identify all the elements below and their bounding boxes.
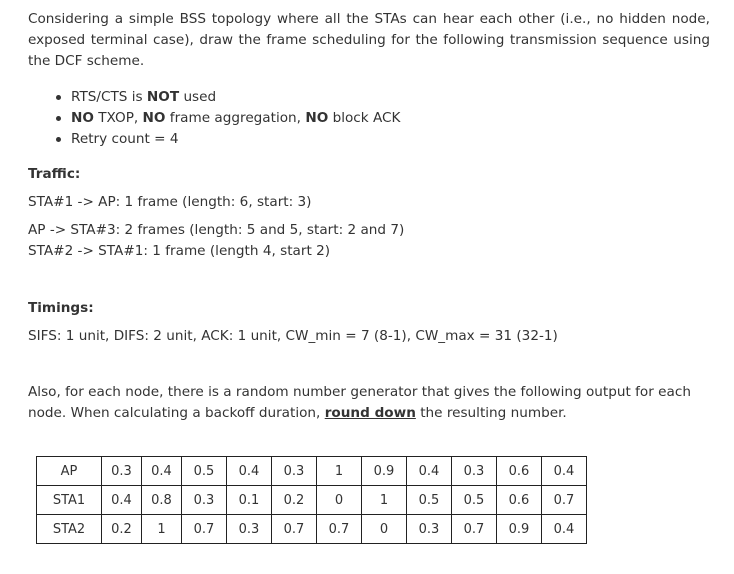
bullet-icon	[56, 137, 61, 142]
random-number-table	[36, 456, 587, 544]
table-cell: 0.9	[497, 515, 542, 544]
table-cell: 0.5	[452, 486, 497, 515]
table-cell: 0.7	[452, 515, 497, 544]
table-cell: 1	[362, 486, 407, 515]
table-cell: 0.4	[542, 457, 587, 486]
table-cell: 0.7	[317, 515, 362, 544]
table-cell: 0.3	[227, 515, 272, 544]
table-cell: 0.9	[362, 457, 407, 486]
bullet-icon	[56, 116, 61, 121]
table-cell: 0.4	[102, 486, 142, 515]
traffic-line-2: AP -> STA#3: 2 frames (length: 5 and 5, start: 2 and 7)	[28, 222, 405, 238]
table-cell: 0.7	[182, 515, 227, 544]
table-cell: 0.2	[102, 515, 142, 544]
row-label: STA1	[37, 486, 102, 515]
traffic-line-1: STA#1 -> AP: 1 frame (length: 6, start: 3)	[28, 194, 312, 210]
round-down-emphasis: round down	[324, 405, 416, 421]
table-cell: 0.8	[142, 486, 182, 515]
table-cell: 1	[317, 457, 362, 486]
table-cell: 0.4	[227, 457, 272, 486]
table-cell: 0.6	[497, 486, 542, 515]
table-cell: 0.5	[407, 486, 452, 515]
table-cell: 0.3	[407, 515, 452, 544]
traffic-line-3: STA#2 -> STA#1: 1 frame (length 4, start 2)	[28, 243, 331, 259]
table-row	[37, 457, 587, 486]
table-cell: 0.2	[272, 486, 317, 515]
table-cell: 0	[362, 515, 407, 544]
list-item: Retry count = 4	[28, 129, 400, 150]
row-label: STA2	[37, 515, 102, 544]
table-cell: 0.7	[542, 486, 587, 515]
table-cell: 0.4	[142, 457, 182, 486]
table-cell: 0.3	[452, 457, 497, 486]
timings-heading: Timings:	[28, 300, 94, 316]
timings-line: SIFS: 1 unit, DIFS: 2 unit, ACK: 1 unit, CW_min = 7 (8-1), CW_max = 31 (32-1)	[28, 328, 558, 344]
table-cell: 0.4	[542, 515, 587, 544]
table-cell: 0.3	[272, 457, 317, 486]
table-cell: 0.4	[407, 457, 452, 486]
bullet-icon	[56, 95, 61, 100]
table-cell: 0.6	[497, 457, 542, 486]
table-cell: 0.3	[102, 457, 142, 486]
table-cell: 0.3	[182, 486, 227, 515]
table-row	[37, 515, 587, 544]
traffic-heading: Traffic:	[28, 166, 81, 182]
table-row	[37, 486, 587, 515]
table-cell: 0.5	[182, 457, 227, 486]
row-label: AP	[37, 457, 102, 486]
rng-note-line-2: node. When calculating a backoff duration, round down the resulting number.	[28, 405, 567, 421]
table-cell: 0	[317, 486, 362, 515]
rng-note-line-1: Also, for each node, there is a random number generator that gives the following output for each	[28, 384, 691, 400]
constraints-list	[28, 87, 400, 150]
table-cell: 0.1	[227, 486, 272, 515]
list-item: RTS/CTS is NOT used	[28, 87, 400, 108]
table-cell: 1	[142, 515, 182, 544]
list-item: NO TXOP, NO frame aggregation, NO block ACK	[28, 108, 400, 129]
intro-paragraph: Considering a simple BSS topology where all the STAs can hear each other (i.e., no hidden node, exposed terminal case), draw the frame scheduling for the following transmission sequence using the DCF scheme.	[28, 11, 710, 69]
table-cell: 0.7	[272, 515, 317, 544]
